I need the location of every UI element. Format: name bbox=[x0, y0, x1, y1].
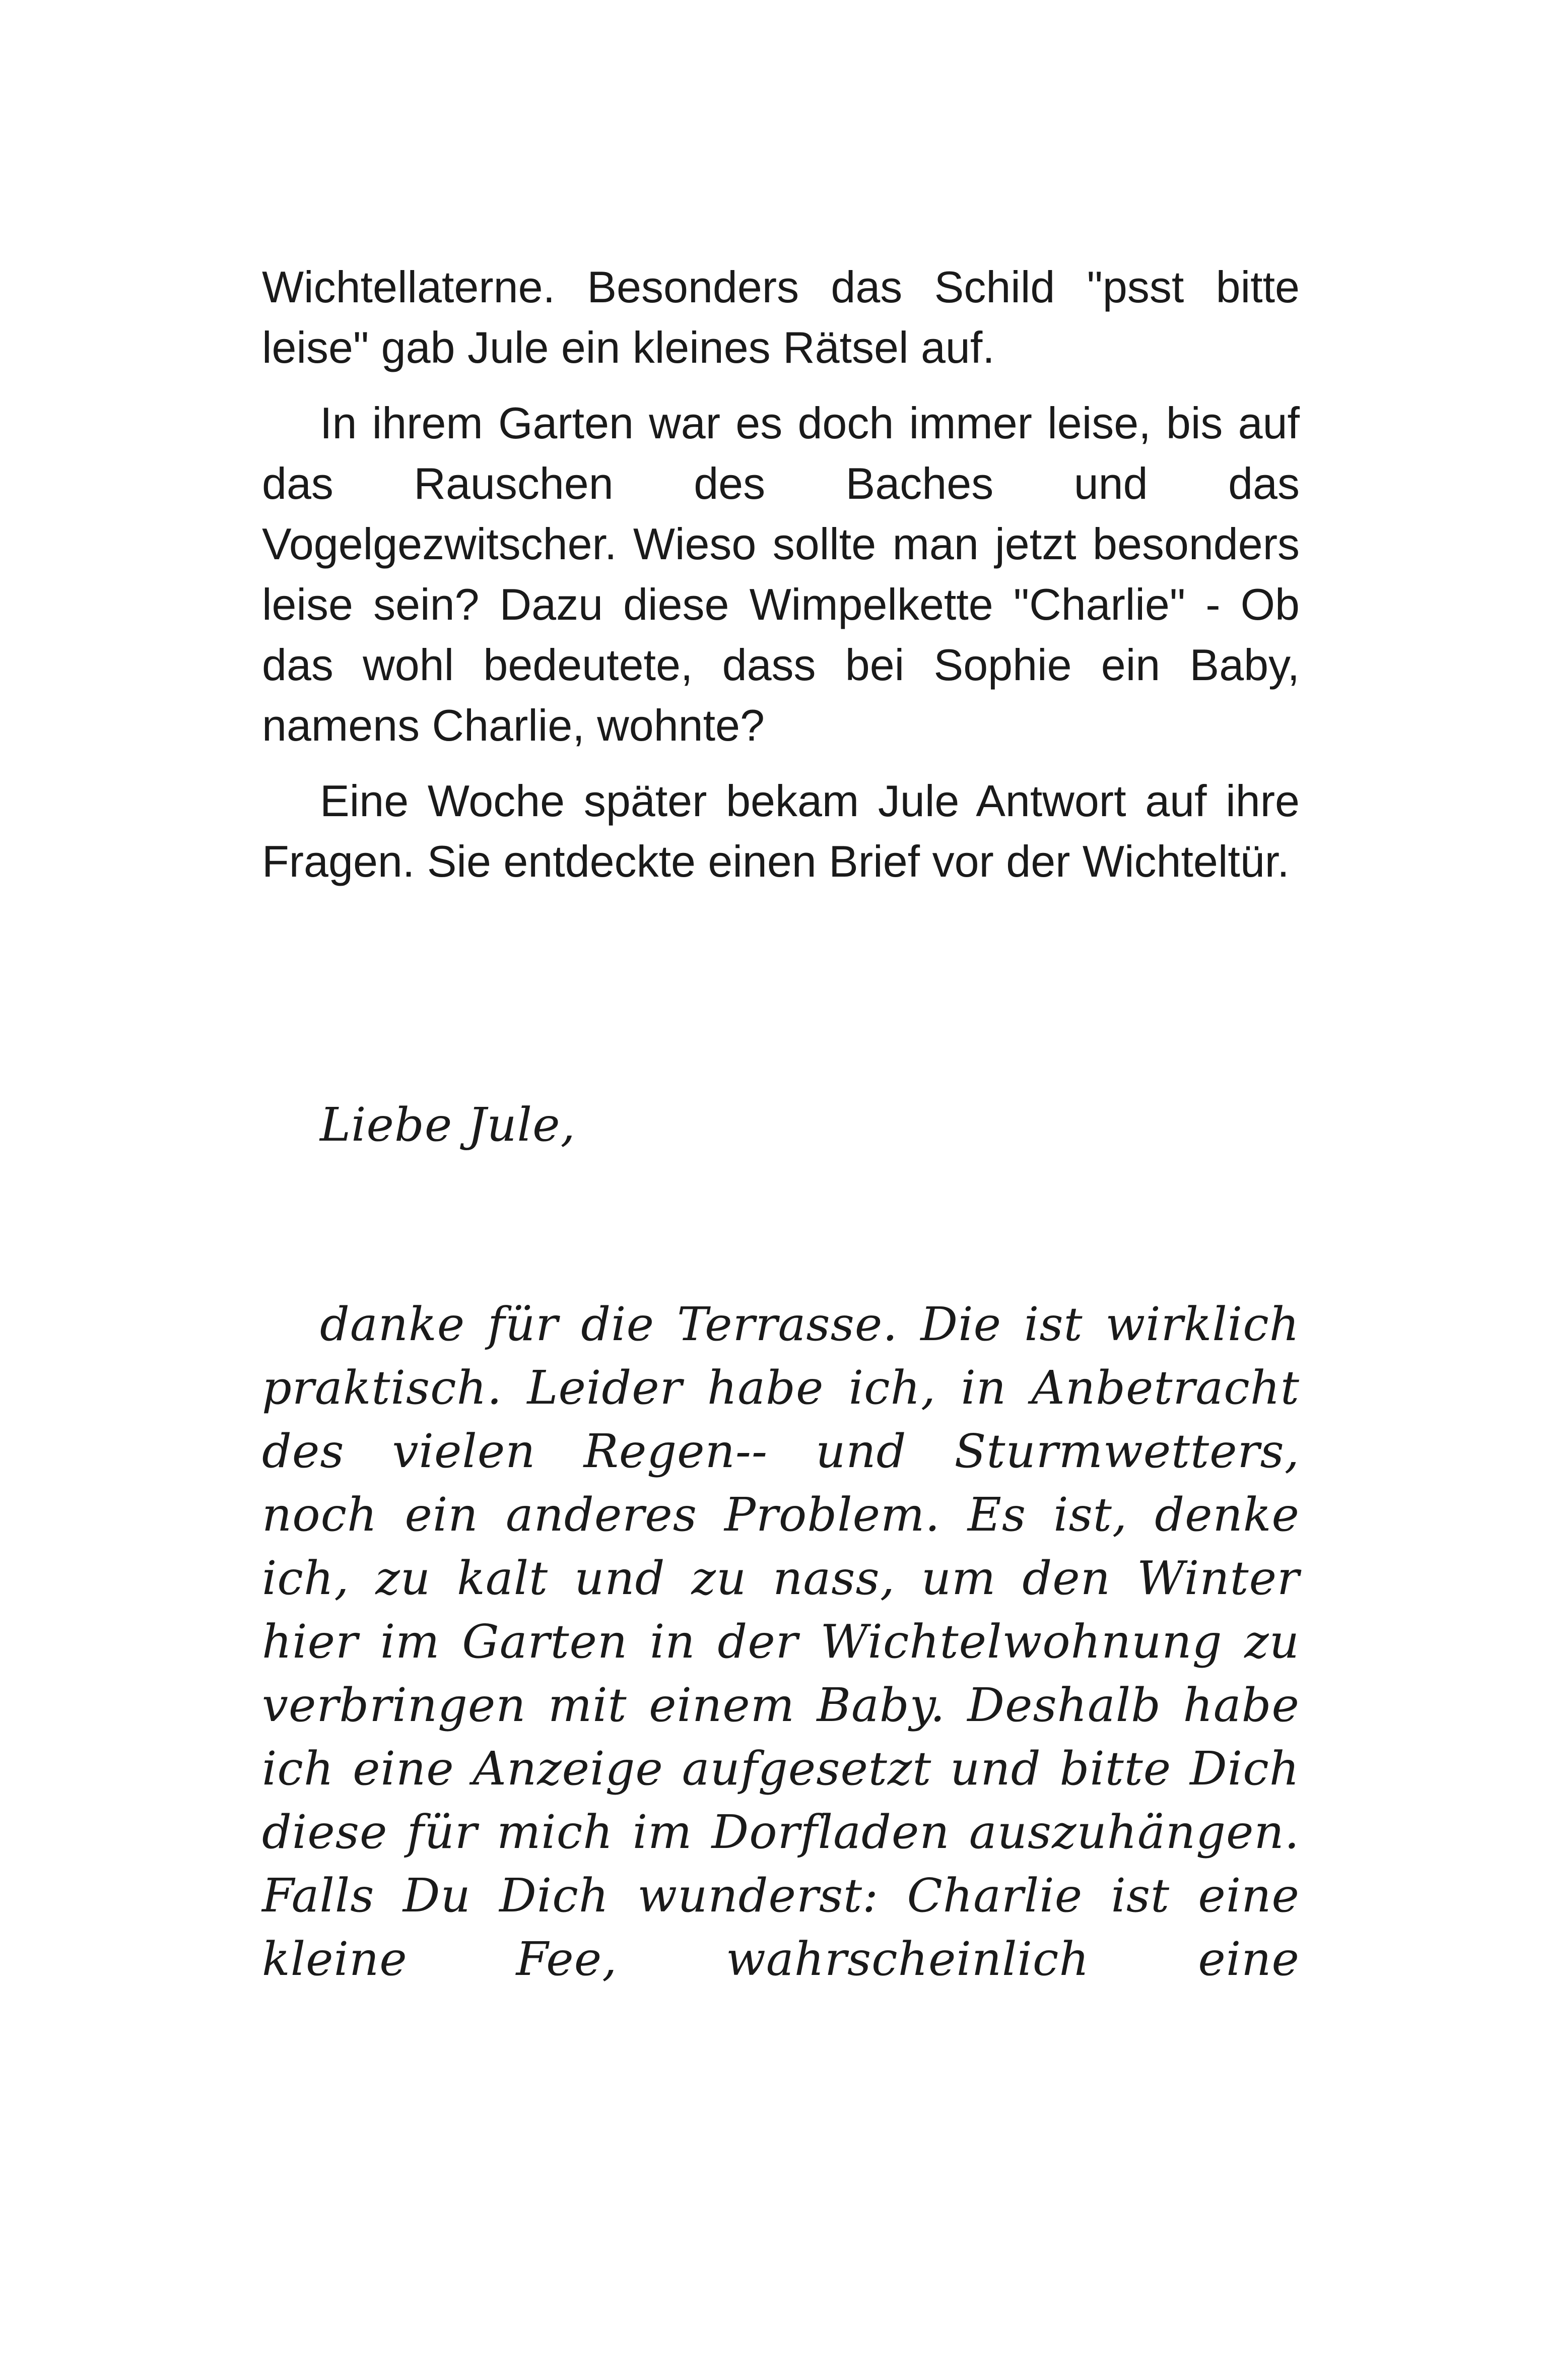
letter-salutation: Liebe Jule, bbox=[320, 1098, 576, 1152]
handwritten-letter bbox=[262, 1093, 1300, 1991]
paragraph-1: Wichtellaterne. Besonders das Schild "psst bitte leise" gab Jule ein kleines Rätsel auf. bbox=[262, 262, 1300, 372]
story-text bbox=[262, 257, 1300, 907]
paragraph-3: Eine Woche später bekam Jule Antwort auf ihre Fragen. Sie entdeckte einen Brief vor der Wichteltür. bbox=[262, 776, 1300, 886]
paragraph-2: In ihrem Garten war es doch immer leise, bis auf das Rauschen des Baches und das Vogelgezwitscher. Wieso sollte man jetzt besonders leise sein? Dazu diese Wimpelkette "Charlie" - Ob das wohl bedeutete, dass bei Sophie ein Baby, namens Charlie, wohnte? bbox=[262, 398, 1300, 750]
letter-body: danke für die Terrasse. Die ist wirklich praktisch. Leider habe ich, in Anbetracht des vielen Regen-- und Sturmwetters, noch ein anderes Problem. Es ist, denke ich, zu kalt und zu nass, um den Winter hier im Garten in der Wichtelwohnung zu verbringen mit einem Baby. Deshalb habe ich eine Anzeige aufgesetzt und bitte Dich diese für mich im Dorfladen auszuhängen. Falls Du Dich wunderst: Charlie ist eine kleine Fee, wahrscheinlich eine bbox=[262, 1297, 1300, 1986]
